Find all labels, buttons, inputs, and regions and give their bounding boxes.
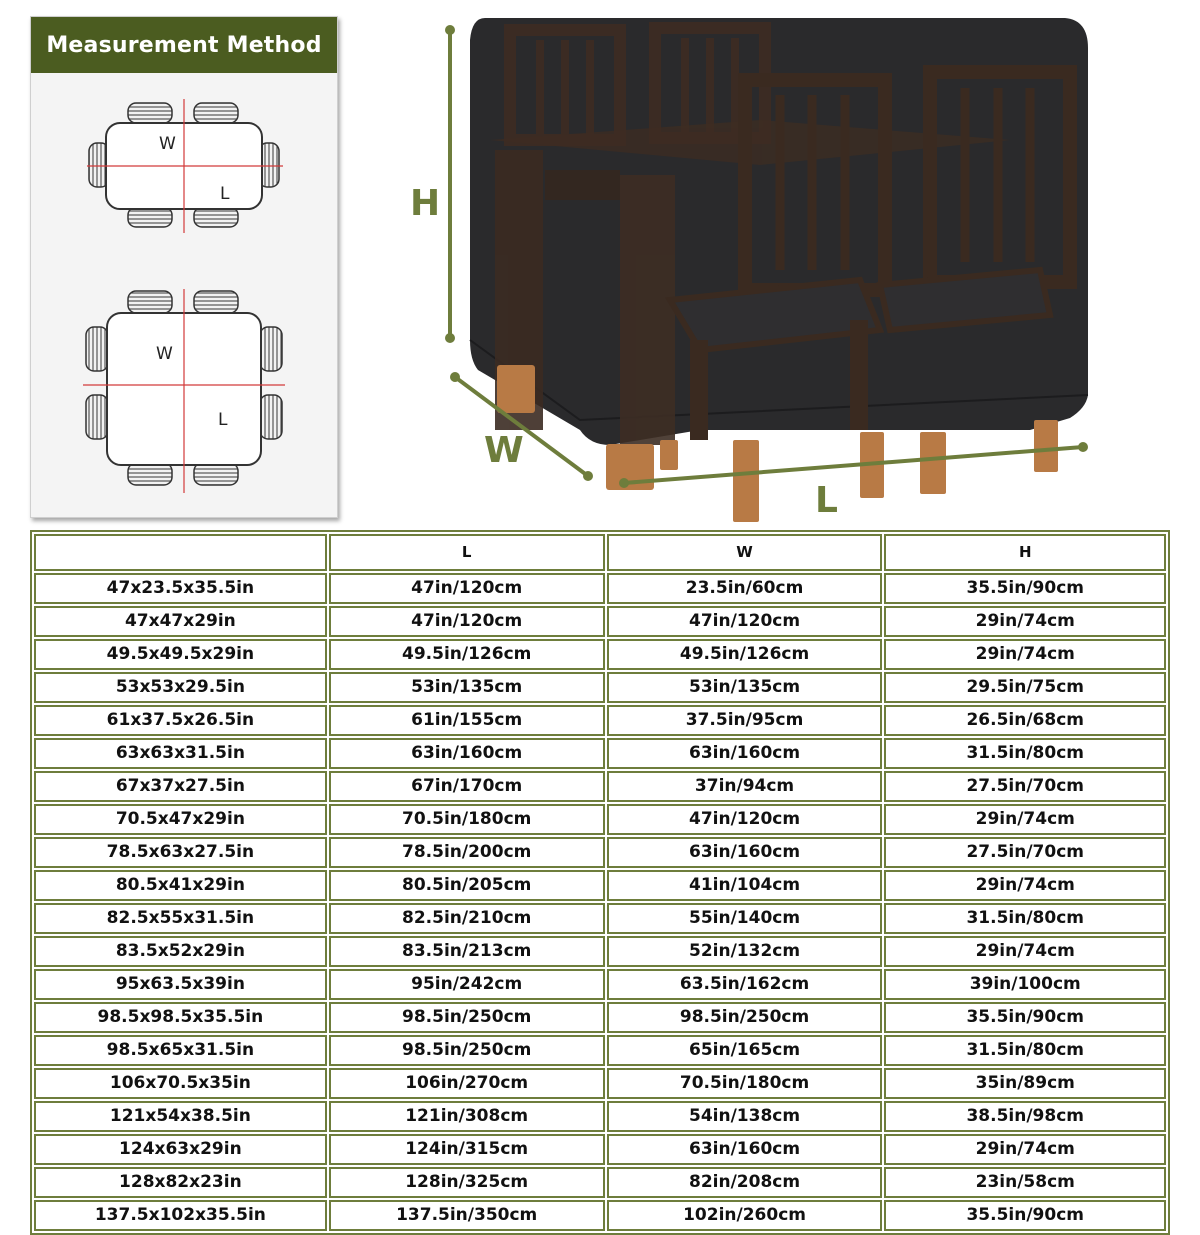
height-cell: 31.5in/80cm (884, 738, 1166, 769)
width-cell: 37in/94cm (607, 771, 883, 802)
size-table (30, 530, 1170, 1235)
height-cell: 27.5in/70cm (884, 771, 1166, 802)
table-row (34, 1200, 1166, 1231)
length-cell: 47in/120cm (329, 573, 605, 604)
size-cell: 83.5x52x29in (34, 936, 327, 967)
size-cell: 95x63.5x39in (34, 969, 327, 1000)
length-cell: 47in/120cm (329, 606, 605, 637)
height-cell: 29in/74cm (884, 606, 1166, 637)
product-photo (410, 10, 1100, 525)
height-cell: 29in/74cm (884, 639, 1166, 670)
length-cell: 128in/325cm (329, 1167, 605, 1198)
height-cell: 31.5in/80cm (884, 903, 1166, 934)
width-cell: 49.5in/126cm (607, 639, 883, 670)
size-cell: 121x54x38.5in (34, 1101, 327, 1132)
size-cell: 98.5x98.5x35.5in (34, 1002, 327, 1033)
table-row (34, 936, 1166, 967)
size-cell: 49.5x49.5x29in (34, 639, 327, 670)
height-cell: 29in/74cm (884, 1134, 1166, 1165)
table-row (34, 969, 1166, 1000)
height-cell: 29in/74cm (884, 870, 1166, 901)
column-header-size (34, 534, 327, 571)
width-cell: 47in/120cm (607, 804, 883, 835)
height-cell: 31.5in/80cm (884, 1035, 1166, 1066)
height-cell: 29in/74cm (884, 936, 1166, 967)
height-cell: 26.5in/68cm (884, 705, 1166, 736)
column-header-l: L (329, 534, 605, 571)
size-cell: 47x47x29in (34, 606, 327, 637)
size-cell: 124x63x29in (34, 1134, 327, 1165)
height-cell: 27.5in/70cm (884, 837, 1166, 868)
square-table-diagram (31, 287, 337, 497)
size-cell: 137.5x102x35.5in (34, 1200, 327, 1231)
length-cell: 124in/315cm (329, 1134, 605, 1165)
size-cell: 67x37x27.5in (34, 771, 327, 802)
size-cell: 80.5x41x29in (34, 870, 327, 901)
length-cell: 80.5in/205cm (329, 870, 605, 901)
width-cell: 53in/135cm (607, 672, 883, 703)
table-header-row (34, 534, 1166, 571)
length-cell: 82.5in/210cm (329, 903, 605, 934)
length-cell: 121in/308cm (329, 1101, 605, 1132)
length-cell: 63in/160cm (329, 738, 605, 769)
length-cell: 61in/155cm (329, 705, 605, 736)
width-cell: 63in/160cm (607, 1134, 883, 1165)
table-row (34, 1101, 1166, 1132)
table-row (34, 1134, 1166, 1165)
table-row (34, 804, 1166, 835)
height-cell: 38.5in/98cm (884, 1101, 1166, 1132)
length-cell: 83.5in/213cm (329, 936, 605, 967)
photo-label-w: W (484, 430, 524, 471)
table-row (34, 1002, 1166, 1033)
length-cell: 106in/270cm (329, 1068, 605, 1099)
width-cell: 47in/120cm (607, 606, 883, 637)
length-cell: 67in/170cm (329, 771, 605, 802)
table-row (34, 1068, 1166, 1099)
rectangle-table-diagram (31, 97, 337, 237)
table-row (34, 903, 1166, 934)
column-header-w: W (607, 534, 883, 571)
size-cell: 98.5x65x31.5in (34, 1035, 327, 1066)
measurement-method-panel (30, 16, 338, 518)
width-cell: 52in/132cm (607, 936, 883, 967)
height-cell: 35.5in/90cm (884, 1002, 1166, 1033)
height-cell: 35.5in/90cm (884, 1200, 1166, 1231)
width-cell: 41in/104cm (607, 870, 883, 901)
column-header-h: H (884, 534, 1166, 571)
length-cell: 95in/242cm (329, 969, 605, 1000)
width-cell: 63in/160cm (607, 837, 883, 868)
size-cell: 61x37.5x26.5in (34, 705, 327, 736)
width-cell: 37.5in/95cm (607, 705, 883, 736)
height-cell: 39in/100cm (884, 969, 1166, 1000)
length-cell: 137.5in/350cm (329, 1200, 605, 1231)
rect-label-w: W (159, 134, 176, 154)
size-cell: 78.5x63x27.5in (34, 837, 327, 868)
width-cell: 70.5in/180cm (607, 1068, 883, 1099)
width-cell: 63.5in/162cm (607, 969, 883, 1000)
table-row (34, 639, 1166, 670)
table-row (34, 870, 1166, 901)
size-cell: 63x63x31.5in (34, 738, 327, 769)
size-cell: 53x53x29.5in (34, 672, 327, 703)
height-cell: 23in/58cm (884, 1167, 1166, 1198)
height-cell: 29.5in/75cm (884, 672, 1166, 703)
table-row (34, 1167, 1166, 1198)
size-cell: 106x70.5x35in (34, 1068, 327, 1099)
width-cell: 63in/160cm (607, 738, 883, 769)
table-row (34, 1035, 1166, 1066)
width-cell: 54in/138cm (607, 1101, 883, 1132)
height-cell: 35in/89cm (884, 1068, 1166, 1099)
photo-label-h: H (410, 183, 441, 224)
width-cell: 23.5in/60cm (607, 573, 883, 604)
square-label-l: L (218, 410, 228, 430)
height-cell: 35.5in/90cm (884, 573, 1166, 604)
length-cell: 70.5in/180cm (329, 804, 605, 835)
square-label-w: W (156, 344, 173, 364)
size-cell: 128x82x23in (34, 1167, 327, 1198)
width-cell: 98.5in/250cm (607, 1002, 883, 1033)
table-row (34, 771, 1166, 802)
size-cell: 70.5x47x29in (34, 804, 327, 835)
measurement-method-title: Measurement Method (31, 17, 337, 73)
table-row (34, 606, 1166, 637)
length-cell: 53in/135cm (329, 672, 605, 703)
length-cell: 78.5in/200cm (329, 837, 605, 868)
size-cell: 82.5x55x31.5in (34, 903, 327, 934)
table-row (34, 573, 1166, 604)
photo-label-l: L (815, 480, 838, 521)
width-cell: 102in/260cm (607, 1200, 883, 1231)
height-cell: 29in/74cm (884, 804, 1166, 835)
size-cell: 47x23.5x35.5in (34, 573, 327, 604)
table-body (34, 573, 1166, 1231)
length-cell: 49.5in/126cm (329, 639, 605, 670)
width-cell: 82in/208cm (607, 1167, 883, 1198)
table-row (34, 672, 1166, 703)
table-row (34, 837, 1166, 868)
length-cell: 98.5in/250cm (329, 1035, 605, 1066)
table-row (34, 738, 1166, 769)
length-cell: 98.5in/250cm (329, 1002, 605, 1033)
width-cell: 55in/140cm (607, 903, 883, 934)
table-row (34, 705, 1166, 736)
rect-label-l: L (220, 184, 230, 204)
width-cell: 65in/165cm (607, 1035, 883, 1066)
